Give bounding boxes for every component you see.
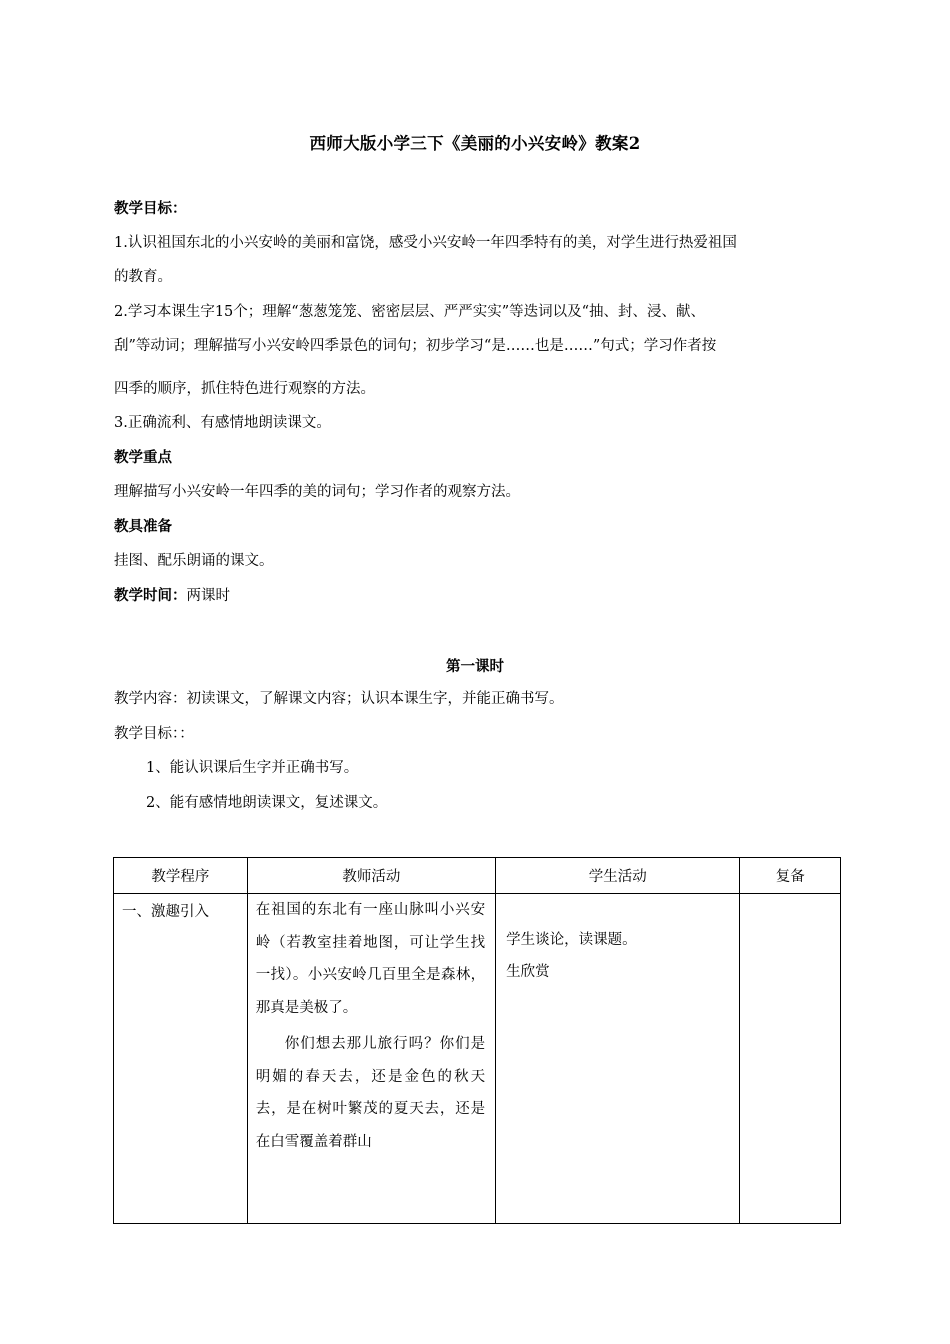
document-title: 西师大版小学三下《美丽的小兴安岭》教案2 xyxy=(309,134,641,153)
lesson-plan-table xyxy=(113,857,841,1224)
time-text: 两课时 xyxy=(186,588,230,604)
header-revision: 复备 xyxy=(740,858,841,894)
student-activity-cell xyxy=(496,894,740,1224)
table-row xyxy=(114,894,841,1224)
teacher-paragraph-1: 在祖国的东北有一座山脉叫小兴安岭（若教室挂着地图，可让学生找一找）。小兴安岭几百里全是森林，那真是美极了。 xyxy=(255,902,486,1016)
time-line xyxy=(114,586,844,606)
revision-cell xyxy=(740,894,841,1224)
objective-line-6: 3.正确流利、有感情地朗读课文。 xyxy=(114,415,331,431)
header-student-activity: 学生活动 xyxy=(496,858,740,894)
procedure-step: 一、激趣引入 xyxy=(114,894,248,1224)
lesson1-heading: 第一课时 xyxy=(446,658,504,675)
materials-text: 挂图、配乐朗诵的课文。 xyxy=(114,553,274,569)
teacher-paragraph-2: 你们想去那儿旅行吗？你们是明媚的春天去，还是金色的秋天去，是在树叶繁茂的夏天去，还是在白雪覆盖着群山 xyxy=(255,1036,486,1150)
lesson1-objective-1: 1、能认识课后生字并正确书写。 xyxy=(146,760,359,776)
objective-line-1: 1.认识祖国东北的小兴安岭的美丽和富饶，感受小兴安岭一年四季特有的美，对学生进行热爱祖国 xyxy=(114,235,737,251)
objective-line-2: 的教育。 xyxy=(114,269,172,285)
time-heading: 教学时间： xyxy=(114,587,187,604)
objective-line-4: 刮”等动词；理解描写小兴安岭四季景色的词句；初步学习“是……也是……”句式；学习作者按 xyxy=(114,338,717,354)
student-activity-1: 学生谈论，读课题。 xyxy=(506,932,637,948)
lesson1-objective-2: 2、能有感情地朗读课文，复述课文。 xyxy=(146,795,388,811)
table-header-row xyxy=(114,858,841,894)
objective-line-3: 2.学习本课生字15个；理解“葱葱笼笼、密密层层、严严实实”等迭词以及“抽、封、浸、献、 xyxy=(114,304,706,320)
teacher-activity-cell xyxy=(247,894,495,1224)
header-procedure: 教学程序 xyxy=(114,858,248,894)
header-teacher-activity: 教师活动 xyxy=(247,858,495,894)
lesson1-content: 教学内容：初读课文，了解课文内容；认识本课生字，并能正确书写。 xyxy=(114,691,564,707)
student-activity-2: 生欣赏 xyxy=(506,964,550,980)
key-point-heading: 教学重点 xyxy=(114,449,172,466)
lesson1-objectives-label: 教学目标：： xyxy=(114,726,194,742)
materials-heading: 教具准备 xyxy=(114,518,172,535)
objective-line-5: 四季的顺序，抓住特色进行观察的方法。 xyxy=(114,381,375,397)
key-point-text: 理解描写小兴安岭一年四季的美的词句；学习作者的观察方法。 xyxy=(114,484,520,500)
objectives-heading: 教学目标： xyxy=(114,200,187,217)
